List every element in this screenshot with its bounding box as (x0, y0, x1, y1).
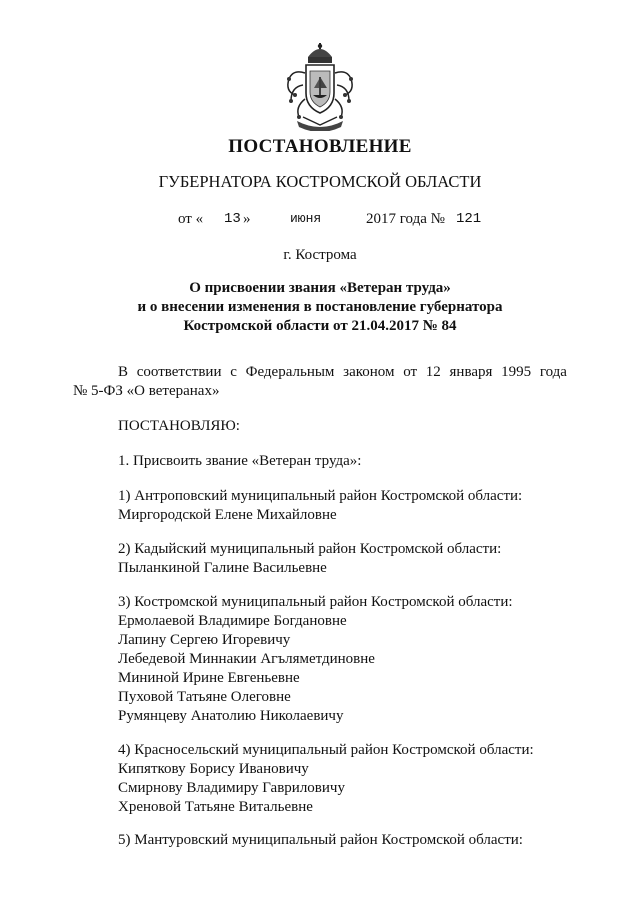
document-number: 121 (456, 211, 482, 227)
date-month: июня (290, 211, 322, 226)
heading-line: Костромской области от 21.04.2017 № 84 (183, 318, 457, 334)
recipient-name: Румянцеву Анатолию Николаевичу (118, 708, 344, 724)
point-1: 1. Присвоить звание «Ветеран труда»: (118, 453, 362, 469)
recipient-name: Миргородской Елене Михайловне (118, 507, 337, 523)
recipient-name: Лебедевой Миннакии Агъляметдиновне (118, 651, 375, 667)
heading-line: и о внесении изменения в постановление губернатора (137, 299, 503, 315)
recipient-name: Кипяткову Борису Ивановичу (118, 761, 309, 777)
district-heading: 2) Кадыйский муниципальный район Костромской области: (118, 541, 502, 557)
intro-line-2: № 5-ФЗ «О ветеранах» (73, 383, 220, 399)
city: г. Кострома (283, 247, 357, 263)
district-heading: 4) Красносельский муниципальный район Костромской области: (118, 742, 534, 758)
intro-word: 12 (425, 364, 441, 380)
decree-word: ПОСТАНОВЛЯЮ: (118, 418, 240, 434)
district-heading: 5) Мантуровский муниципальный район Костромской области: (118, 832, 523, 848)
date-prefix: от « (178, 211, 204, 227)
intro-word: законом (343, 364, 395, 380)
intro-word: соответствии (136, 364, 222, 380)
coat-of-arms-icon (281, 43, 359, 131)
date-year: 2017 года № (366, 211, 445, 227)
date-close: » (243, 211, 251, 227)
issuer-title: ГУБЕРНАТОРА КОСТРОМСКОЙ ОБЛАСТИ (158, 172, 482, 191)
recipient-name: Хреновой Татьяне Витальевне (118, 799, 313, 815)
heading-line: О присвоении звания «Ветеран труда» (189, 280, 451, 296)
intro-word: от (403, 364, 418, 380)
recipient-name: Лапину Сергею Игоревичу (118, 632, 291, 648)
recipient-name: Пыланкиной Галине Васильевне (118, 560, 327, 576)
recipient-name: Ермолаевой Владимире Богдановне (118, 613, 347, 629)
intro-word: с (230, 364, 237, 380)
recipient-name: Смирнову Владимиру Гавриловичу (118, 780, 345, 796)
intro-word: года (539, 364, 567, 380)
document-title: ПОСТАНОВЛЕНИЕ (228, 136, 412, 157)
district-heading: 3) Костромской муниципальный район Костромской области: (118, 594, 513, 610)
intro-word: Федеральным (245, 364, 335, 380)
date-day: 13 (224, 211, 241, 227)
district-heading: 1) Антроповский муниципальный район Костромской области: (118, 488, 523, 504)
document-heading (0, 279, 640, 336)
intro-word: В (118, 364, 129, 380)
recipient-name: Пуховой Татьяне Олеговне (118, 689, 291, 705)
intro-word: января (449, 364, 493, 380)
intro-word: 1995 (501, 364, 532, 380)
recipient-name: Мининой Ирине Евгеньевне (118, 670, 300, 686)
intro-line-1 (118, 364, 567, 381)
